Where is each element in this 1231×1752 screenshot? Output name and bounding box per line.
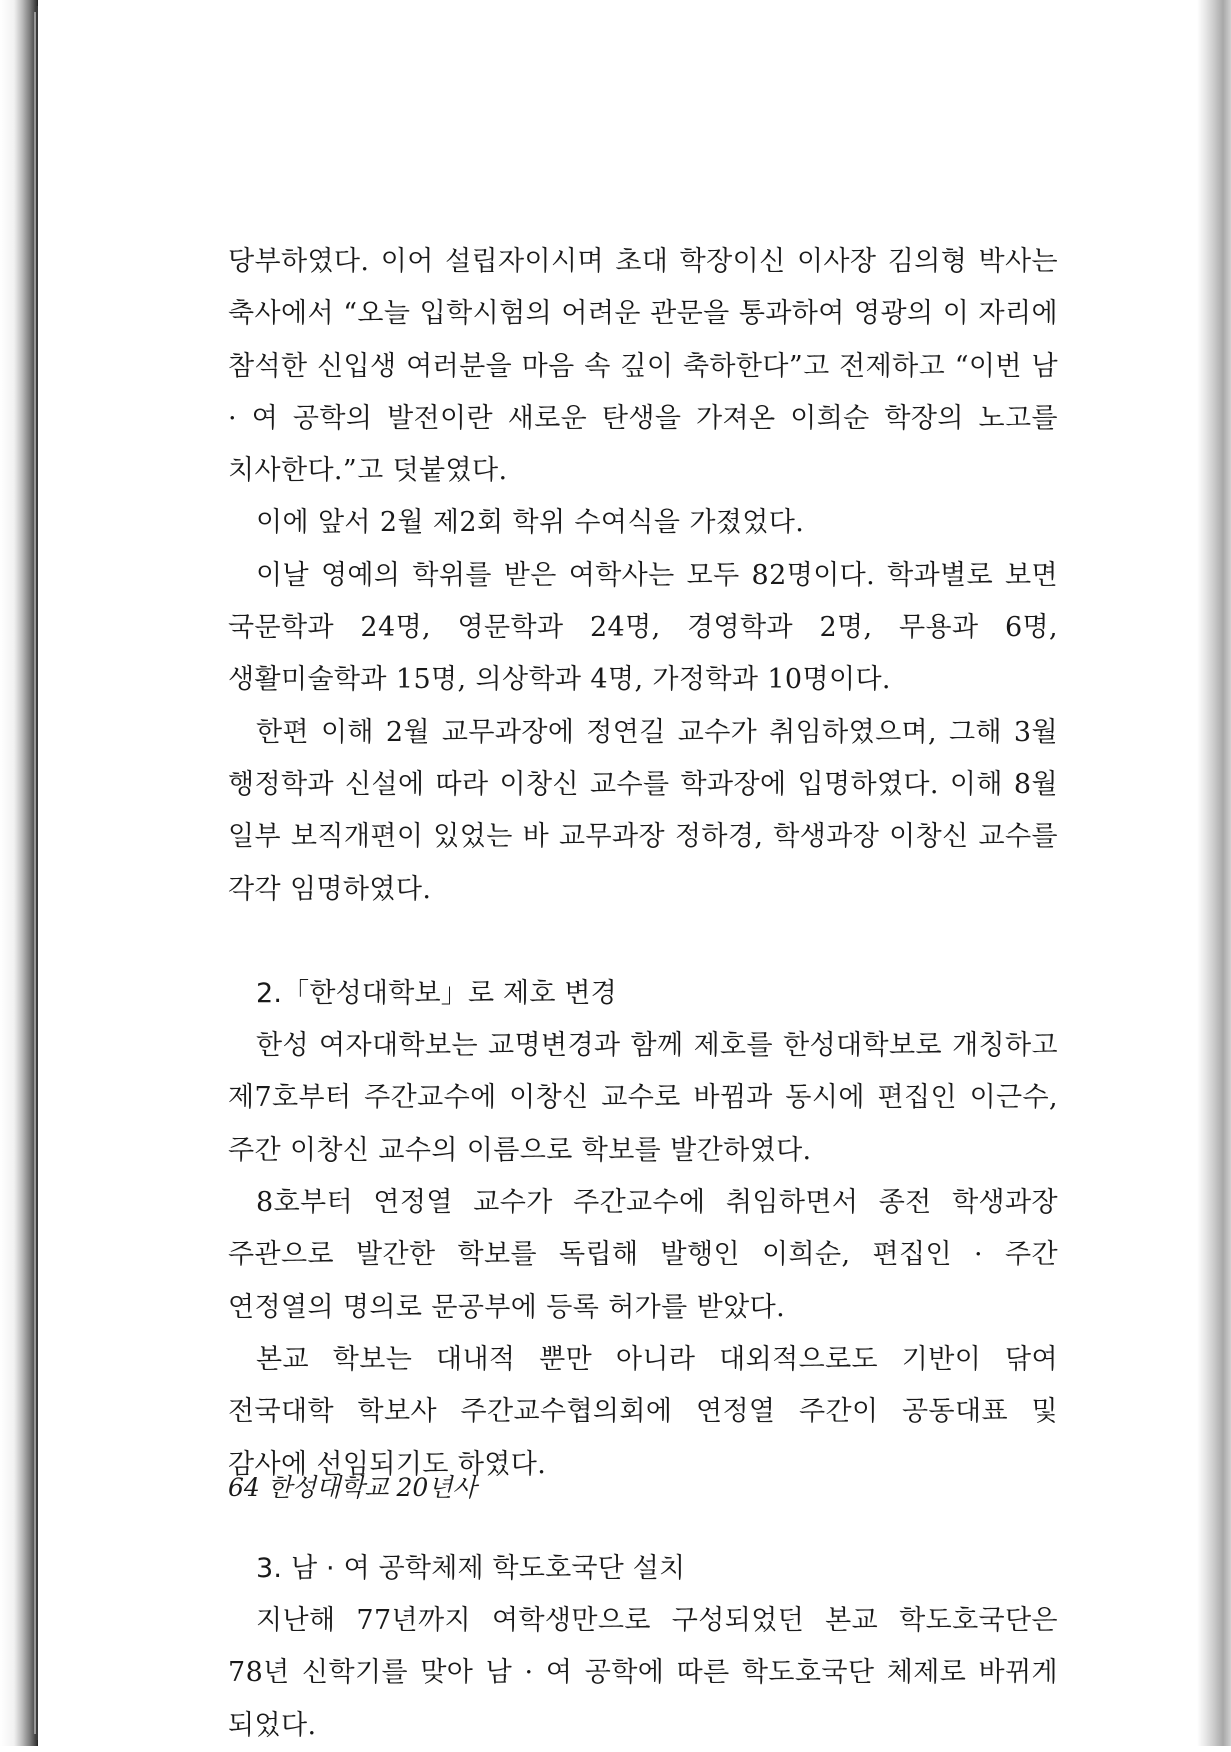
paragraph: 이에 앞서 2월 제2회 학위 수여식을 가졌었다. [256,507,805,539]
paragraph: 이날 영예의 학위를 받은 여학사는 모두 82명이다. 학과별로 보면 국문학과 24명, 영문학과 24명, 경영학과 2명, 무용과 6명, 생활미술학과 15명, 의상학과 4명, 가정학과 10명이다. [228,559,1058,696]
page-number: 64 [228,1473,260,1502]
section-heading: 3. 남 · 여 공학체제 학도호국단 설치 [256,1552,686,1584]
paragraph: 한성 여자대학보는 교명변경과 함께 제호를 한성대학보로 개칭하고 제7호부터 주간교수에 이창신 교수로 바뀜과 동시에 편집인 이근수, 주간 이창신 교수의 이름으로 학보를 발간하였다. [228,1030,1058,1166]
book-title: 한성대학교 20년사 [267,1473,477,1502]
page-right-shadow [1197,0,1231,1746]
section-heading: 2.「한성대학보」로 제호 변경 [256,977,617,1009]
paragraph: 본교 학보는 대내적 뿐만 아니라 대외적으로도 기반이 닦여 전국대학 학보사 주간교수협의회에 연정열 주간이 공동대표 및 감사에 선임되기도 하였다. [228,1343,1058,1480]
paragraph: 지난해 77년까지 여학생만으로 구성되었던 본교 학도호국단은 78년 신학기를 맞아 남 · 여 공학에 따른 학도호국단 체제로 바뀌게 되었다. [228,1605,1058,1741]
page-body [228,236,1058,1752]
paragraph: 8호부터 연정열 교수가 주간교수에 취임하면서 종전 학생과장 주관으로 발간한 학보를 독립해 발행인 이희순, 편집인 · 주간 연정열의 명의로 문공부에 등록 허가를 받았다. [228,1187,1058,1323]
paragraph: 한편 이해 2월 교무과장에 정연길 교수가 취임하였으며, 그해 3월 행정학과 신설에 따라 이창신 교수를 학과장에 입명하였다. 이해 8월 일부 보직개편이 있었는 바 교무과장 정하경, 학생과장 이창신 교수를 각각 임명하였다. [228,716,1058,905]
section-gap [228,916,1058,968]
page-footer [228,1468,477,1508]
book-spine-edge [0,0,38,1746]
paragraph: 당부하였다. 이어 설립자이시며 초대 학장이신 이사장 김의형 박사는 축사에서 “오늘 입학시험의 어려운 관문을 통과하여 영광의 이 자리에 참석한 신입생 여러분을 마음 속 깊이 축하한다”고 전제하고 “이번 남 · 여 공학의 발전이란 새로운 탄생을 가져온 이희순 학장의 노고를 치사한다.”고 덧붙였다. [228,246,1058,487]
